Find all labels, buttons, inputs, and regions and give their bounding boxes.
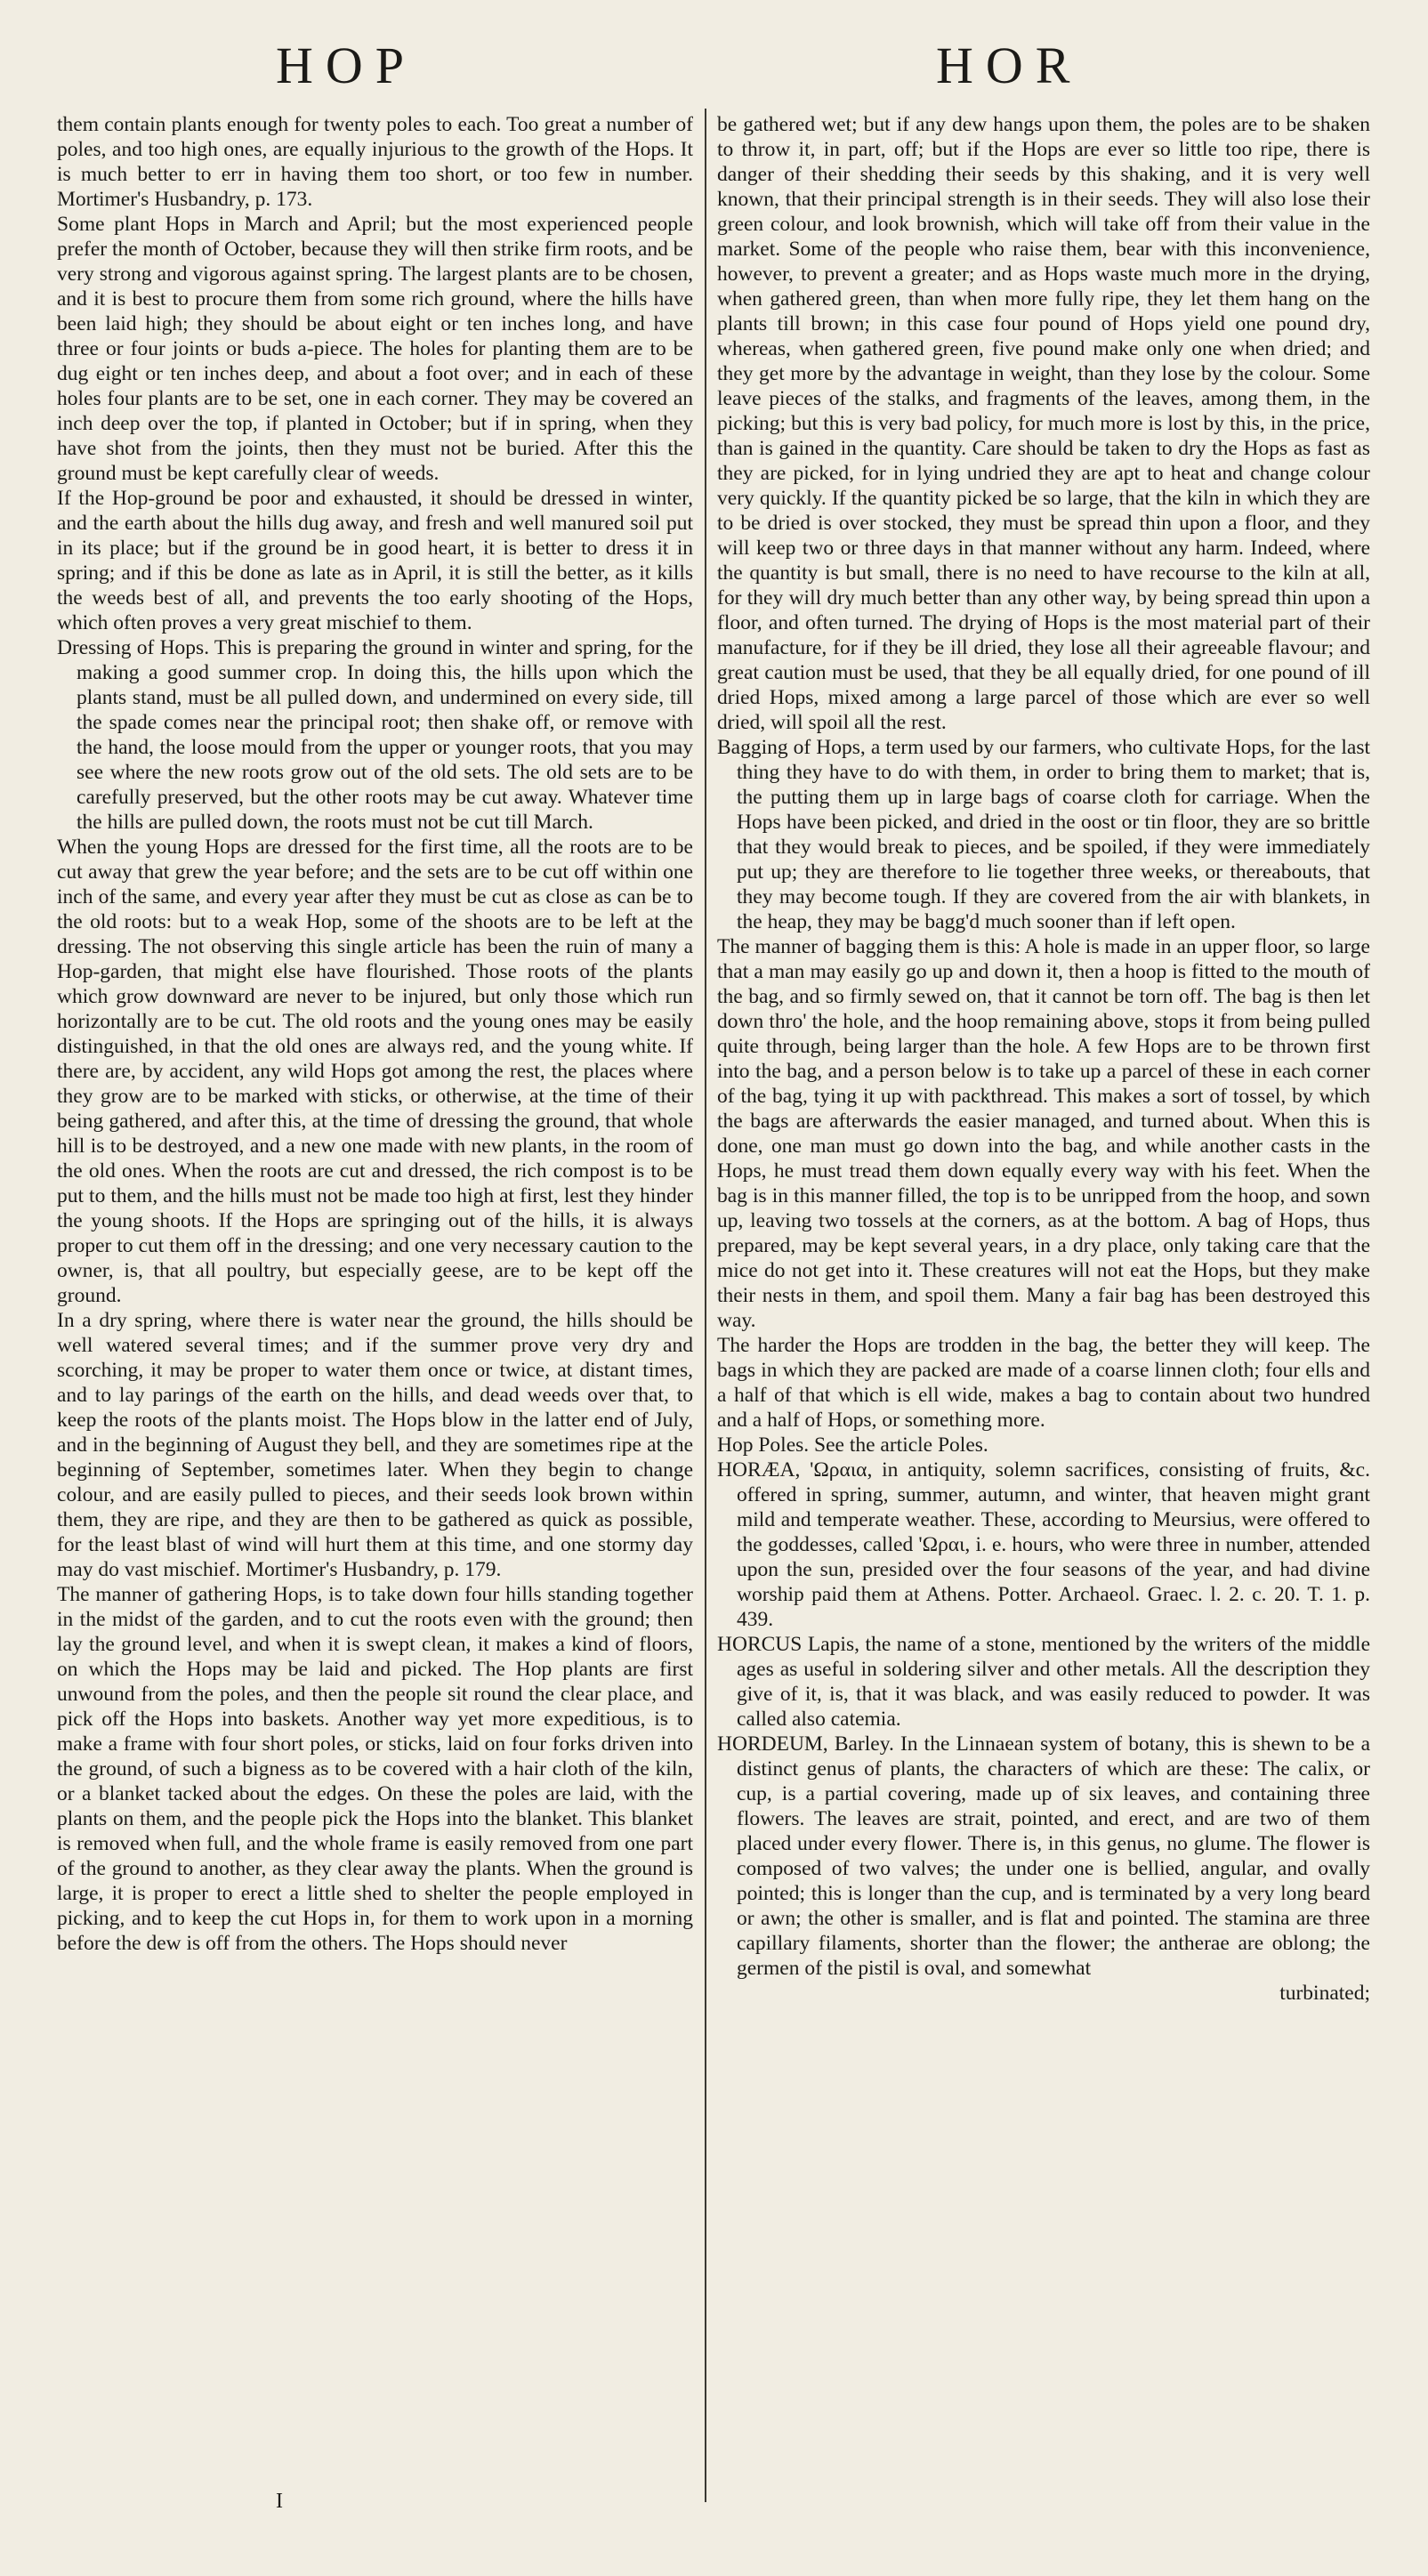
running-head-left: HOP: [276, 36, 417, 94]
paragraph: The harder the Hops are trodden in the bag, the better they will keep. The bags in which they are packed are made of a coarse linnen cloth; four ells and a half of that which is ell wide, makes a bag to contain about two hundred and a half of Hops, or something more.: [717, 1334, 1370, 1432]
column-rule: [705, 109, 706, 2502]
paragraph-entry-hordeum: HORDEUM, Barley. In the Linnaean system of botany, this is shewn to be a distinct genus of plants, the characters of which are these: The calix, or cup, is a partial covering, made up of six leaves, and containing three flowers. The leaves are strait, pointed, and erect, and are two of them placed under every flower. There is, in this genus, no glume. The flower is composed of two valves; the under one is bellied, angular, and ovally pointed; this is longer than the cup, and is terminated by a very long beard or awn; the other is smaller, and is flat and pointed. The stamina are three capillary filaments, shorter than the flower; the antherae are oblong; the germen of the pistil is oval, and somewhat: [717, 1732, 1370, 1980]
paragraph: The manner of bagging them is this: A hole is made in an upper floor, so large that a man may easily go up and down it, then a hoop is fitted to the mouth of the bag, and so firmly sewed on, that it cannot be torn off. The bag is then let down thro' the hole, and the hoop remaining above, stops it from being pulled quite through, being larger than the hole. A few Hops are to be thrown first into the bag, and a person below is to take up a parcel of these in each corner of the bag, tying it up with packthread. This makes a sort of tossel, by which the bags are afterwards the easier managed, and turned about. When this is done, one man must go down into the bag, and while another casts in the Hops, he must tread them down equally every way with his feet. When the bag is in this manner filled, the top is to be unripped from the hoop, and sown up, leaving two tossels at the corners, as at the bottom. A bag of Hops, thus prepared, may be kept several years, in a dry place, only taking care that the mice do not get into it. These creatures will not eat the Hops, but they make their nests in them, and spoil them. Many a fair bag has been destroyed this way.: [717, 935, 1370, 1332]
catchword: turbinated;: [1279, 1982, 1370, 2005]
paragraph-entry-bagging-of-hops: Bagging of Hops, a term used by our farmers, who cultivate Hops, for the last thing they have to do with them, in order to bring them to market; that is, the putting them up in large bags of coarse cloth for carriage. When the Hops have been picked, and dried in the oost or tin floor, they are so brittle that they would break to pieces, and be spoiled, if they were immediately put up; they are therefore to lie together three weeks, or thereabouts, that they may become tough. If they are covered from the air with blankets, in the heap, they may be bagg'd much sooner than if left open.: [717, 736, 1370, 933]
paragraph: When the young Hops are dressed for the first time, all the roots are to be cut away that grew the year before; and the sets are to be cut off within one inch of the same, and every year after they must be cut as close as can be to the old roots: but to a weak Hop, some of the shoots are to be left at the dressing. The not observing this single article has been the ruin of many a Hop-garden, that might else have flourished. Those roots of the plants which grow downward are never to be injured, but only those which run horizontally are to be cut. The old roots and the young ones may be easily distinguished, in that the old ones are always red, and the young white. If there are, by accident, any wild Hops got among the rest, the places where they grow are to be marked with sticks, or otherwise, at the time of their being gathered, and after this, at the time of dressing the ground, that whole hill is to be destroyed, and a new one made with new plants, in the room of the old ones. When the roots are cut and dressed, the rich compost is to be put to them, and the hills must not be made too high at first, lest they hinder the young shoots. If the Hops are springing out of the hills, it is always proper to cut them off in the dressing; and one very necessary caution to the owner, is, that all poultry, but especially geese, are to be kept off the ground.: [57, 836, 693, 1307]
paragraph-entry-hop-poles: Hop Poles. See the article Poles.: [717, 1433, 988, 1457]
paragraph: them contain plants enough for twenty poles to each. Too great a number of poles, and too high ones, are equally injurious to the growth of the Hops. It is much better to err in having them too short, or too few in number. Mortimer's Husbandry, p. 173.: [57, 113, 693, 211]
left-column: [57, 112, 693, 1956]
paragraph: be gathered wet; but if any dew hangs upon them, the poles are to be shaken to throw it, in part, off; but if the Hops are ever so little too ripe, there is danger of their shedding their seeds by this shaking, and it is very well known, that their principal strength is in their seeds. They will also lose their green colour, and look brownish, which will take off from their value in the market. Some of the people who raise them, bear with this inconvenience, however, to prevent a greater; and as Hops waste much more in the drying, when gathered green, than when more fully ripe, they let them hang on the plants till brown; in this case four pound of Hops yield one pound dry, whereas, when gathered green, five pound make only one when dried; and they get more by the advantage in weight, than they lose by the colour. Some leave pieces of the stalks, and fragments of the leaves, among them, in the picking; but this is very bad policy, for much more is lost by this, in the price, than is gained in the quantity. Care should be taken to dry the Hops as fast as they are picked, for in lying undried they are apt to heat and change colour very quickly. If the quantity picked be so large, that the kiln in which they are to be dried is over stocked, they must be spread thin upon a floor, and they will keep two or three days in that manner without any harm. Indeed, where the quantity is but small, there is no need to have recourse to the kiln at all, for they will dry much better than any other way, by being spread thin upon a floor, and often turned. The drying of Hops is the most material part of their manufacture, for if they be ill dried, they lose all their agreeable flavour; and great caution must be used, that they be all equally dried, for one pound of ill dried Hops, mixed among a large parcel of those which are ever so well dried, will spoil all the rest.: [717, 113, 1370, 734]
paragraph-entry-horaea: HORÆA, 'Ωραια, in antiquity, solemn sacrifices, consisting of fruits, &c. offered in spring, summer, autumn, and winter, that heaven might grant mild and temperate weather. These, according to Meursius, were offered to the goddesses, called 'Ωραι, i. e. hours, who were three in number, attended upon the sun, presided over the four seasons of the year, and had divine worship paid them at Athens. Potter. Archaeol. Graec. l. 2. c. 20. T. 1. p. 439.: [717, 1458, 1370, 1631]
paragraph: Some plant Hops in March and April; but the most experienced people prefer the month of October, because they will then strike firm roots, and be very strong and vigorous against spring. The largest plants are to be chosen, and it is best to procure them from some rich ground, where the hills have been laid high; they should be about eight or ten inches long, and have three or four joints or buds a-piece. The holes for planting them are to be dug eight or ten inches deep, and about a foot over; and in each of these holes four plants are to be set, one in each corner. They may be covered an inch deep over the top, if planted in October; but if in spring, when they have shot from the joints, then they must not be buried. After this the ground must be kept carefully clear of weeds.: [57, 213, 693, 485]
paragraph-entry-horcus: HORCUS Lapis, the name of a stone, mentioned by the writers of the middle ages as useful in soldering silver and other metals. All the description they give of it, is, that it was black, and was easily reduced to powder. It was called also catemia.: [717, 1633, 1370, 1731]
paragraph: In a dry spring, where there is water near the ground, the hills should be well watered several times; and if the summer prove very dry and scorching, it may be proper to water them once or twice, at distant times, and to lay parings of the earth on the hills, and dead weeds over that, to keep the roots of the plants moist. The Hops blow in the latter end of July, and in the beginning of August they bell, and they are sometimes ripe at the beginning of September, sometimes later. When they begin to change colour, and are easily pulled to pieces, and their seeds look brown within them, they are ripe, and they are then to be gathered as quick as possible, for the least blast of wind will hurt them at this time, and one stormy day may do vast mischief. Mortimer's Husbandry, p. 179.: [57, 1309, 693, 1581]
right-column: [717, 112, 1370, 2006]
page-signature: I: [276, 2490, 283, 2513]
running-head-right: HOR: [936, 36, 1083, 94]
paragraph: If the Hop-ground be poor and exhausted, it should be dressed in winter, and the earth about the hills dug away, and fresh and well manured soil put in its place; but if the ground be in good heart, it is better to dress it in spring; and if this be done as late as in April, it is still the better, as it kills the weeds best of all, and prevents the too early shooting of the Hops, which often proves a very great mischief to them.: [57, 487, 693, 634]
paragraph: The manner of gathering Hops, is to take down four hills standing together in the midst of the garden, and to cut the roots even with the ground; then lay the ground level, and when it is swept clean, it makes a kind of floors, on which the Hops may be laid and picked. The Hop plants are first unwound from the poles, and then the people sit round the clear place, and pick off the Hops into baskets. Another way yet more expeditious, is to make a frame with four short poles, or sticks, laid on four forks driven into the ground, of such a bigness as to be covered with a hair cloth of the kiln, or a blanket tacked about the edges. On these the poles are laid, with the plants on them, and the people pick the Hops into the blanket. This blanket is removed when full, and the whole frame is easily removed from one part of the ground to another, as they clear away the plants. When the ground is large, it is proper to erect a little shed to shelter the people employed in picking, and to keep the cut Hops in, for them to work upon in a morning before the dew is off from the others. The Hops should never: [57, 1583, 693, 1955]
paragraph-entry-dressing-of-hops: Dressing of Hops. This is preparing the ground in winter and spring, for the making a good summer crop. In doing this, the hills upon which the plants stand, must be all pulled down, and undermined on every side, till the spade comes near the principal root; then shake off, or remove with the hand, the loose mould from the upper or younger roots, that you may see where the new roots grow out of the old sets. The old sets are to be carefully preserved, but the other roots may be cut away. Whatever time the hills are pulled down, the roots must not be cut till March.: [57, 636, 693, 834]
